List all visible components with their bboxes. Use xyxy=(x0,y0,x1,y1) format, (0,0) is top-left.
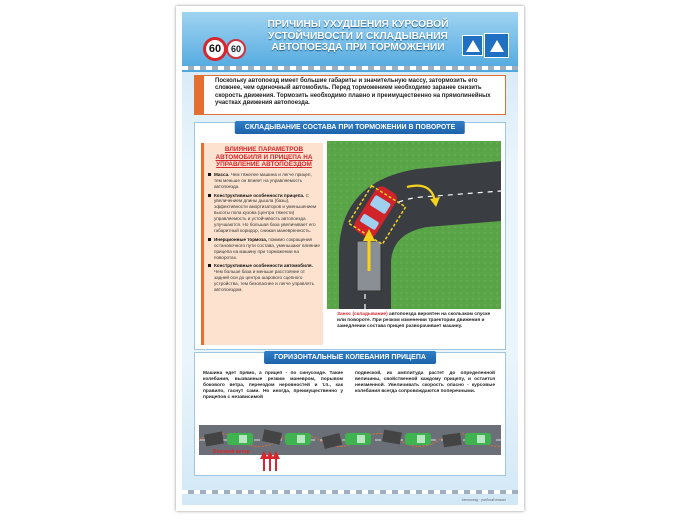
item-term: Инерционные тормоза, xyxy=(214,236,268,242)
speed-sign-label: 60 xyxy=(230,44,241,54)
speed-limit-sign-icon xyxy=(226,39,246,59)
caption-term: Занос (складывание) xyxy=(337,312,388,317)
item-text: помимо сокращения остановочного пути состава, уменьшают влияние прицепа на машину при торможении на поворотах. xyxy=(214,236,320,260)
jackknife-illustration xyxy=(327,141,501,309)
oscillation-illustration xyxy=(199,419,501,473)
speed-limit-sign-icon xyxy=(203,37,227,61)
list-item xyxy=(208,193,320,234)
green-car-icon xyxy=(285,433,311,445)
item-term: Масса. xyxy=(214,171,230,177)
road-marking-divider xyxy=(182,490,518,494)
wind-label: Боковой ветер xyxy=(213,449,250,455)
green-car-icon xyxy=(405,433,431,445)
poster xyxy=(176,6,524,511)
oscillation-text-right: подвеской, их амплитуда растет до определенной величины, свойственной каждому прицепу, и остается неизменной. Увеличивать скорость опасно - курсовые колебания всегда сопровождаются поперечными. xyxy=(355,371,495,394)
green-car-icon xyxy=(345,433,371,445)
poster-header xyxy=(182,12,518,72)
green-car-icon xyxy=(227,433,253,445)
item-text: С увеличением длины дышла (базы), эффективности амортизаторов и уменьшением высоты пола кузова (центра тяжести) управляемость и устойчивость автопоезда улучшаются. Но большая база увеличивает его габаритный коридор, снижая маневренность. xyxy=(214,192,317,233)
parameters-box xyxy=(201,143,323,345)
intro-text: Поскольку автопоезд имеет большие габариты и значительную массу, затормозить его сложнее, чем одиночный автомобиль. Перед торможением необходимо заранее снизить скорость движения. Тормозить необходимо плавно и преимущественно на прямолинейных участках движения автопоезда. xyxy=(215,78,491,107)
pedestrian-crossing-sign-icon xyxy=(484,33,509,58)
wind-arrow-icon xyxy=(260,451,280,471)
item-term: Конструктивные особенности прицепа. xyxy=(214,192,305,198)
skid-caption xyxy=(337,312,499,330)
parameters-heading: ВЛИЯНИЕ ПАРАМЕТРОВ АВТОМОБИЛЯ И ПРИЦЕПА НА УПРАВЛЕНИЕ АВТОПОЕЗДОМ xyxy=(215,146,313,169)
green-car-icon xyxy=(465,433,491,445)
section-title: ГОРИЗОНТАЛЬНЫЕ КОЛЕБАНИЯ ПРИЦЕПА xyxy=(264,351,436,364)
poster-title: ПРИЧИНЫ УХУДШЕНИЯ КУРСОВОЙ УСТОЙЧИВОСТИ И СКЛАДЫВАНИЯ АВТОПОЕЗДА ПРИ ТОРМОЖЕНИИ xyxy=(267,19,449,53)
caption-text: автопоезда вероятен на скользком спуске или повороте. При резком изменении траектории движения и замедлении состава прицеп разворачивает машину. xyxy=(337,312,491,329)
list-item xyxy=(208,172,320,190)
list-item xyxy=(208,237,320,261)
item-term: Конструктивные особенности автомобиля. xyxy=(214,263,313,269)
poster-frame xyxy=(182,12,518,505)
pedestrian-crossing-sign-icon xyxy=(462,35,483,56)
intro-accent-bar xyxy=(195,76,204,114)
list-item xyxy=(208,263,320,293)
footer-credit: Автопоезд · учебный плакат xyxy=(461,498,506,502)
oscillation-section xyxy=(194,352,506,476)
section-title: СКЛАДЫВАНИЕ СОСТАВА ПРИ ТОРМОЖЕНИИ В ПОВОРОТЕ xyxy=(235,121,465,134)
jackknife-section xyxy=(194,122,506,350)
item-text: Чем тяжелее машина и легче прицеп, тем меньше он влияет на управляемость автопоезда. xyxy=(214,171,312,189)
intro-block xyxy=(194,75,506,115)
speed-sign-label: 60 xyxy=(208,43,222,55)
oscillation-text-left: Машина едет прямо, а прицеп - по синусоиде. Такие колебания, вызванные резким маневром, порывом бокового ветра, переездом неровностей и т.п., как правило, гаснут сами. Но иногда, преимущественно у прицепов с независимой xyxy=(203,371,343,400)
trailer-icon xyxy=(442,433,461,447)
road-marking-divider xyxy=(182,66,518,70)
item-text: Чем больше база и меньше расстояние от задней оси до центра шарового сцепного устройства, тем безопаснее и легче управлять автопоездом. xyxy=(214,269,315,293)
